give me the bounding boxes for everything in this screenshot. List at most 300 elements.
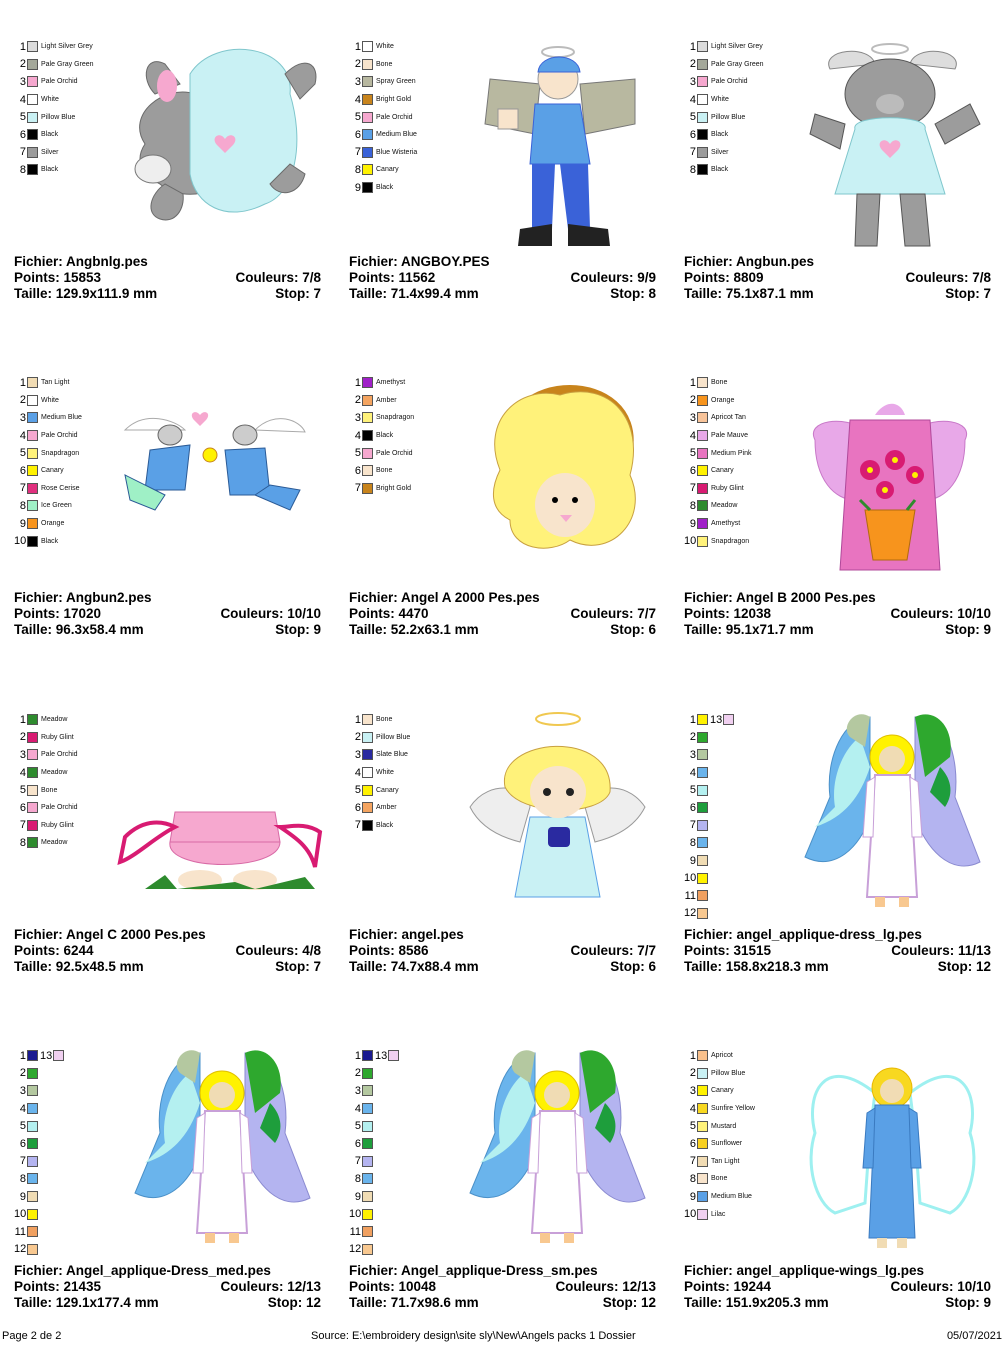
thread-name: Spray Green <box>376 78 416 86</box>
stop <box>610 286 656 302</box>
thread-number: 3 <box>354 75 361 88</box>
points-label: Points: <box>684 943 734 958</box>
design-info <box>14 927 321 975</box>
thread-number: 3 <box>354 748 361 761</box>
thread-number: 7 <box>689 146 696 159</box>
colors-value: 7/8 <box>972 270 991 285</box>
thread-swatch <box>388 1050 399 1061</box>
thread-name: Pillow Blue <box>376 733 411 741</box>
thread-number: 8 <box>354 163 361 176</box>
points-value: 19244 <box>733 1279 772 1294</box>
thread-number: 3 <box>689 1084 696 1097</box>
thread-extra <box>40 1050 64 1062</box>
colors-value: 11/13 <box>957 943 991 958</box>
points-label: Points: <box>349 943 399 958</box>
design-info <box>349 590 656 638</box>
thread-name: Meadow <box>41 769 68 777</box>
stop-label: Stop: <box>610 286 649 301</box>
size-value: 129.1x177.4 mm <box>55 1295 159 1310</box>
stop-label: Stop: <box>945 286 984 301</box>
points <box>684 270 764 286</box>
file-name <box>684 590 876 606</box>
thread-number: 8 <box>19 163 26 176</box>
colors-label: Couleurs: <box>890 1279 958 1294</box>
thread-name: Medium Blue <box>711 1193 752 1201</box>
size <box>349 622 479 638</box>
thread-number: 6 <box>689 464 696 477</box>
thread-number: 1 <box>19 40 26 53</box>
thread-name: Silver <box>41 148 59 156</box>
points-label: Points: <box>684 606 734 621</box>
thread-swatch <box>697 129 708 140</box>
thread-name: Bone <box>41 786 58 794</box>
size-value: 129.9x111.9 mm <box>55 286 158 301</box>
thread-swatch <box>697 395 708 406</box>
file-value: Angbun.pes <box>736 254 815 269</box>
thread-number: 2 <box>689 731 696 744</box>
embroidery-preview <box>775 1033 1005 1261</box>
thread-name: Pillow Blue <box>711 1069 746 1077</box>
thread-swatch <box>362 59 373 70</box>
size-line <box>14 622 321 638</box>
thread-swatch <box>697 518 708 529</box>
colors-value: 10/10 <box>287 606 321 621</box>
points-label: Points: <box>14 1279 64 1294</box>
thread-name: White <box>711 96 729 104</box>
size <box>349 959 479 975</box>
thread-number: 8 <box>689 163 696 176</box>
points-value: 6244 <box>63 943 94 958</box>
size-label: Taille: <box>14 286 56 301</box>
size-label: Taille: <box>684 959 726 974</box>
size-line <box>349 286 656 302</box>
thread-name: Black <box>711 131 729 139</box>
points <box>14 1279 101 1295</box>
thread-number: 2 <box>354 394 361 407</box>
thread-swatch <box>362 465 373 476</box>
thread-name: White <box>376 43 394 51</box>
file-line <box>14 254 321 270</box>
thread-number: 4 <box>354 93 361 106</box>
file-value: Angel C 2000 Pes.pes <box>66 927 206 942</box>
stop <box>275 622 321 638</box>
file-line <box>14 927 321 943</box>
thread-swatch <box>697 59 708 70</box>
thread-extra <box>375 1050 399 1062</box>
thread-swatch <box>697 1085 708 1096</box>
thread-number: 2 <box>689 394 696 407</box>
thread-name: Amethyst <box>376 379 406 387</box>
thread-swatch <box>27 732 38 743</box>
colors <box>570 270 656 286</box>
thread-number: 13 <box>710 713 723 726</box>
thread-number: 2 <box>19 394 26 407</box>
thread-number: 1 <box>689 376 696 389</box>
size-line <box>14 959 321 975</box>
thread-number: 9 <box>354 1190 361 1203</box>
thread-swatch <box>27 430 38 441</box>
thread-number: 7 <box>19 1155 26 1168</box>
file-value: Angel B 2000 Pes.pes <box>736 590 876 605</box>
thread-number: 8 <box>689 836 696 849</box>
thread-number: 1 <box>354 713 361 726</box>
file-line <box>14 1263 321 1279</box>
thread-number: 3 <box>689 748 696 761</box>
size <box>14 959 144 975</box>
file-line <box>14 590 321 606</box>
thread-swatch <box>27 59 38 70</box>
thread-swatch <box>27 837 38 848</box>
thread-name: Sunfire Yellow <box>711 1105 755 1113</box>
thread-number: 2 <box>689 58 696 71</box>
thread-number: 7 <box>689 819 696 832</box>
thread-swatch <box>697 1156 708 1167</box>
thread-number: 6 <box>354 464 361 477</box>
size-label: Taille: <box>684 622 726 637</box>
thread-number: 8 <box>19 1172 26 1185</box>
thread-number: 1 <box>689 40 696 53</box>
thread-name: Snapdragon <box>41 449 80 457</box>
thread-number: 4 <box>689 1102 696 1115</box>
thread-extra <box>710 714 734 726</box>
stop-label: Stop: <box>610 622 649 637</box>
thread-name: Apricot Tan <box>711 414 746 422</box>
file-name <box>349 927 464 943</box>
thread-swatch <box>27 112 38 123</box>
thread-name: Pale Orchid <box>711 78 748 86</box>
source-path: Source: E:\embroidery design\site sly\New\Angels packs 1 Dossier <box>311 1330 636 1342</box>
thread-swatch <box>697 536 708 547</box>
thread-swatch <box>362 1173 373 1184</box>
file-line <box>349 590 656 606</box>
file-value: angel_applique-wings_lg.pes <box>736 1263 925 1278</box>
page-footer <box>0 1330 1005 1345</box>
thread-number: 9 <box>689 854 696 867</box>
thread-swatch <box>362 749 373 760</box>
thread-swatch <box>362 1103 373 1114</box>
colors-label: Couleurs: <box>890 606 958 621</box>
size-line <box>14 1295 321 1311</box>
file-name <box>14 590 152 606</box>
points-line <box>349 1279 656 1295</box>
thread-number: 7 <box>354 482 361 495</box>
stop-label: Stop: <box>267 1295 306 1310</box>
thread-number: 5 <box>354 111 361 124</box>
thread-swatch <box>27 94 38 105</box>
thread-swatch <box>27 377 38 388</box>
thread-swatch <box>697 430 708 441</box>
thread-name: Apricot <box>711 1052 733 1060</box>
points <box>349 270 435 286</box>
thread-name: Pale Gray Green <box>711 60 764 68</box>
thread-swatch <box>723 714 734 725</box>
thread-name: Black <box>376 184 394 192</box>
thread-number: 1 <box>354 1049 361 1062</box>
file-label: Fichier: <box>349 590 402 605</box>
thread-swatch <box>362 1068 373 1079</box>
points-line <box>684 1279 991 1295</box>
thread-name: Meadow <box>41 839 68 847</box>
stop <box>610 959 656 975</box>
thread-number: 11 <box>684 889 696 902</box>
thread-number: 2 <box>19 1067 26 1080</box>
colors <box>555 1279 656 1295</box>
embroidery-preview <box>775 697 1005 925</box>
file-line <box>684 590 991 606</box>
size-value: 52.2x63.1 mm <box>390 622 479 637</box>
stop <box>275 286 321 302</box>
thread-swatch <box>27 164 38 175</box>
points-line <box>684 943 991 959</box>
design-info <box>14 590 321 638</box>
thread-swatch <box>27 518 38 529</box>
embroidery-preview <box>440 24 670 252</box>
thread-number: 7 <box>354 1155 361 1168</box>
thread-number: 8 <box>689 1172 696 1185</box>
size-label: Taille: <box>349 1295 391 1310</box>
file-name <box>14 254 148 270</box>
points-value: 8586 <box>398 943 429 958</box>
stop <box>603 1295 656 1311</box>
points-value: 10048 <box>398 1279 437 1294</box>
design-card <box>0 14 335 350</box>
points-label: Points: <box>14 270 64 285</box>
stop-label: Stop: <box>275 622 314 637</box>
points-value: 15853 <box>63 270 102 285</box>
embroidery-preview <box>440 360 670 588</box>
stop-value: 7 <box>313 286 321 301</box>
file-value: Angel_applique-Dress_sm.pes <box>401 1263 598 1278</box>
thread-number: 5 <box>354 784 361 797</box>
thread-name: Light Silver Grey <box>711 43 763 51</box>
thread-number: 3 <box>354 411 361 424</box>
stop <box>945 622 991 638</box>
thread-swatch <box>362 164 373 175</box>
points-value: 12038 <box>733 606 772 621</box>
thread-swatch <box>697 855 708 866</box>
file-value: angel.pes <box>401 927 464 942</box>
thread-swatch <box>697 412 708 423</box>
thread-name: White <box>41 96 59 104</box>
file-label: Fichier: <box>349 927 402 942</box>
thread-swatch <box>697 465 708 476</box>
thread-swatch <box>362 767 373 778</box>
colors-value: 10/10 <box>957 606 991 621</box>
thread-swatch <box>27 448 38 459</box>
size-label: Taille: <box>349 959 391 974</box>
thread-number: 6 <box>689 1137 696 1150</box>
colors <box>570 606 656 622</box>
thread-name: Meadow <box>711 502 738 510</box>
size-value: 95.1x71.7 mm <box>725 622 814 637</box>
thread-number: 8 <box>354 1172 361 1185</box>
colors <box>891 943 991 959</box>
colors <box>235 943 321 959</box>
stop <box>938 959 991 975</box>
thread-number: 5 <box>689 784 696 797</box>
size-value: 158.8x218.3 mm <box>725 959 829 974</box>
thread-name: Amber <box>376 804 397 812</box>
thread-name: Mustard <box>711 1122 737 1130</box>
thread-number: 3 <box>19 411 26 424</box>
design-info <box>349 1263 656 1311</box>
file-name <box>349 590 540 606</box>
thread-swatch <box>697 802 708 813</box>
thread-number: 7 <box>689 1155 696 1168</box>
thread-name: Bone <box>711 379 728 387</box>
size-label: Taille: <box>684 1295 726 1310</box>
thread-number: 6 <box>19 464 26 477</box>
file-label: Fichier: <box>684 1263 737 1278</box>
size-line <box>349 959 656 975</box>
colors-value: 10/10 <box>957 1279 991 1294</box>
thread-number: 8 <box>19 836 26 849</box>
thread-swatch <box>362 112 373 123</box>
thread-swatch <box>27 1173 38 1184</box>
thread-number: 5 <box>19 784 26 797</box>
thread-number: 6 <box>19 801 26 814</box>
thread-swatch <box>697 94 708 105</box>
thread-name: Canary <box>376 786 399 794</box>
thread-swatch <box>27 1050 38 1061</box>
thread-name: Snapdragon <box>376 414 415 422</box>
colors-value: 9/9 <box>637 270 656 285</box>
points-label: Points: <box>349 606 399 621</box>
colors <box>905 270 991 286</box>
thread-name: Ice Green <box>41 502 72 510</box>
file-line <box>349 254 656 270</box>
thread-name: Black <box>41 537 59 545</box>
thread-swatch <box>697 164 708 175</box>
file-line <box>349 927 656 943</box>
thread-name: Bone <box>376 716 393 724</box>
thread-number: 10 <box>349 1208 362 1221</box>
thread-name: Pale Mauve <box>711 432 748 440</box>
size-line <box>684 622 991 638</box>
thread-number: 9 <box>689 1190 696 1203</box>
thread-name: Black <box>711 166 729 174</box>
size-value: 151.9x205.3 mm <box>725 1295 829 1310</box>
colors-label: Couleurs: <box>220 606 288 621</box>
thread-name: White <box>41 396 59 404</box>
points-line <box>14 943 321 959</box>
thread-swatch <box>27 1209 38 1220</box>
thread-number: 9 <box>354 181 361 194</box>
thread-number: 3 <box>689 75 696 88</box>
design-info <box>684 1263 991 1311</box>
size-line <box>684 1295 991 1311</box>
file-name <box>684 1263 924 1279</box>
thread-number: 3 <box>19 75 26 88</box>
thread-number: 1 <box>354 376 361 389</box>
thread-number: 1 <box>354 40 361 53</box>
embroidery-preview <box>105 24 335 252</box>
points <box>14 270 101 286</box>
design-card <box>670 350 1005 686</box>
colors-label: Couleurs: <box>235 270 303 285</box>
file-line <box>684 927 991 943</box>
design-info <box>684 927 991 975</box>
file-name <box>14 927 206 943</box>
size <box>349 286 479 302</box>
thread-swatch <box>697 1191 708 1202</box>
thread-swatch <box>362 1226 373 1237</box>
thread-swatch <box>27 1138 38 1149</box>
thread-number: 12 <box>349 1243 362 1256</box>
points-value: 31515 <box>733 943 772 958</box>
colors-label: Couleurs: <box>570 606 638 621</box>
thread-swatch <box>53 1050 64 1061</box>
stop <box>268 1295 321 1311</box>
thread-number: 3 <box>689 411 696 424</box>
thread-number: 4 <box>19 93 26 106</box>
design-card <box>0 350 335 686</box>
thread-name: Bright Gold <box>376 484 412 492</box>
points-label: Points: <box>349 270 399 285</box>
thread-name: Blue Wisteria <box>376 148 418 156</box>
embroidery-preview <box>105 1033 335 1261</box>
thread-swatch <box>362 412 373 423</box>
thread-number: 13 <box>375 1049 388 1062</box>
thread-swatch <box>27 1085 38 1096</box>
stop-value: 12 <box>975 959 991 974</box>
size-line <box>349 1295 656 1311</box>
file-value: Angel_applique-Dress_med.pes <box>66 1263 271 1278</box>
thread-number: 11 <box>349 1225 361 1238</box>
thread-swatch <box>362 1050 373 1061</box>
thread-number: 7 <box>689 482 696 495</box>
thread-swatch <box>362 395 373 406</box>
colors-value: 12/13 <box>287 1279 321 1294</box>
thread-number: 7 <box>354 819 361 832</box>
thread-name: Medium Blue <box>41 414 82 422</box>
file-value: Angbnlg.pes <box>66 254 148 269</box>
thread-number: 2 <box>354 58 361 71</box>
colors-value: 4/8 <box>302 943 321 958</box>
thread-number: 2 <box>689 1067 696 1080</box>
colors <box>220 606 321 622</box>
thread-swatch <box>362 785 373 796</box>
size <box>349 1295 479 1311</box>
thread-name: Canary <box>376 166 399 174</box>
thread-swatch <box>362 1138 373 1149</box>
points-line <box>684 606 991 622</box>
thread-name: Orange <box>41 520 65 528</box>
size-line <box>349 622 656 638</box>
thread-swatch <box>27 1156 38 1167</box>
design-card <box>335 687 670 1023</box>
thread-swatch <box>27 129 38 140</box>
thread-number: 6 <box>354 1137 361 1150</box>
colors <box>890 1279 991 1295</box>
stop-label: Stop: <box>275 286 314 301</box>
thread-number: 4 <box>354 1102 361 1115</box>
design-card <box>335 1023 670 1359</box>
thread-number: 4 <box>19 429 26 442</box>
thread-number: 1 <box>19 376 26 389</box>
thread-number: 9 <box>19 1190 26 1203</box>
thread-swatch <box>27 465 38 476</box>
thread-name: Ruby Glint <box>41 733 74 741</box>
thread-swatch <box>697 1050 708 1061</box>
colors-label: Couleurs: <box>235 943 303 958</box>
size-label: Taille: <box>349 286 391 301</box>
thread-number: 1 <box>19 1049 26 1062</box>
file-value: Angbun2.pes <box>66 590 152 605</box>
design-card <box>0 687 335 1023</box>
thread-name: Meadow <box>41 716 68 724</box>
thread-swatch <box>27 749 38 760</box>
